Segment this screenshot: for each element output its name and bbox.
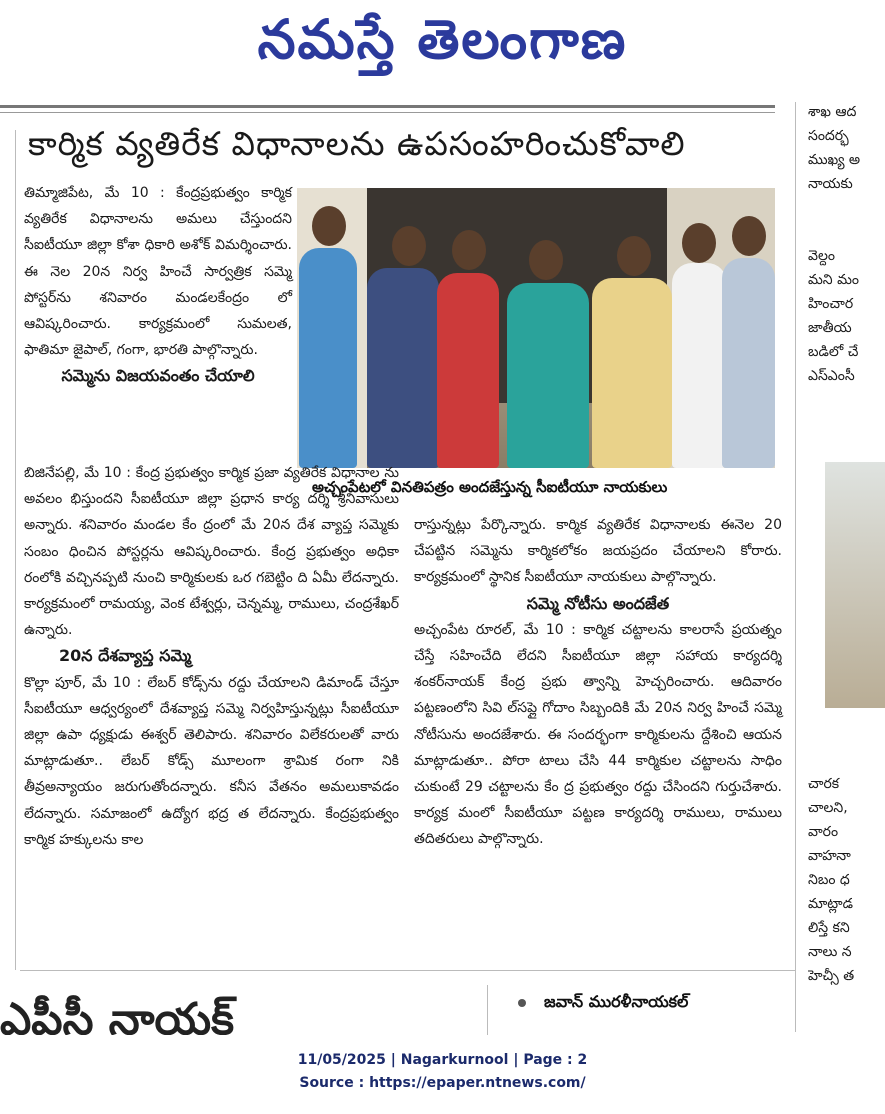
- subhead-1: సమ్మెను విజయవంతం చేయాలి: [61, 366, 255, 386]
- top-rule-thin: [0, 112, 775, 113]
- strip-line: [808, 724, 885, 748]
- strip-line: సందర్భ: [808, 128, 849, 144]
- left-column-divider: [15, 130, 16, 970]
- footer-date-page: 11/05/2025 | Nagarkurnool | Page : 2: [297, 1052, 588, 1068]
- strip-line: హెచ్సీ త: [808, 968, 855, 984]
- article-column-right: [414, 512, 782, 853]
- article-column-left-2: [24, 460, 399, 853]
- strip-line: నాయకు: [808, 176, 853, 192]
- strip-line: వాహనా: [808, 848, 851, 864]
- bottom-headline-fragment: [0, 990, 420, 1035]
- strip-line: లిస్తే కని: [808, 920, 850, 936]
- strip-line: [808, 748, 885, 772]
- column-divider: [795, 102, 796, 1032]
- top-rule: [0, 105, 775, 108]
- strip-line: [808, 412, 885, 436]
- strip-line: హించార: [808, 296, 854, 312]
- strip-line: మని మం: [808, 272, 859, 288]
- bottom-column-divider: [487, 985, 488, 1035]
- article-column-left: [24, 180, 292, 390]
- strip-line: [808, 196, 885, 220]
- masthead: [0, 0, 885, 92]
- strip-line: బడిలో చే: [808, 344, 859, 360]
- subhead-3: సమ్మె నోటీసు అందజేత: [526, 593, 670, 613]
- article-para-2: కొల్లా పూర్, మే 10 : లేబర్ కోడ్స్‌ను రద్దు చేయాలని డిమాండ్ చేస్తూ సీఐటీయూ ఆధ్వర్యంలో దేశవ్యాప్త సమ్మె నిర్వహిస్తున్నట్లు సీఐటీయూ జిల్లా ఉపా ధ్యక్షుడు ఈశ్వర్ తెలిపారు. శనివారం విలేకరులతో వారు మాట్లాడుతూ.. లేబర్ కోడ్స్ మూలంగా శ్రామిక రంగా నికి తీవ్రఅన్యాయం జరుగుతోందన్నారు. కనీస వేతనం అమలుకావడం లేదన్నారు. సమాజంలో ఉద్యోగ భద్ర త లేదన్నారు. కేంద్రప్రభుత్వం కార్మిక హక్కులను కాల: [24, 674, 399, 848]
- strip-line: ముఖ్య అ: [808, 152, 861, 168]
- strip-line: నిబం ధ: [808, 872, 850, 888]
- strip-line: చారక: [808, 776, 840, 792]
- newspaper-title: నమస్తే తెలంగాణ: [257, 7, 628, 71]
- article-right-para-0: రాస్తున్నట్లు పేర్కొన్నారు. కార్మిక వ్యతిరేక విధానాలకు ఈనెల 20 చేపట్టిన సమ్మెను కార్మికలోకం జయప్రదం చేయాలని కోరారు. కార్యక్రమంలో స్థానిక సీఐటీయూ నాయకులు పాల్గొన్నారు.: [414, 517, 782, 586]
- article-bottom-rule: [20, 970, 795, 971]
- bullet-dot-icon: [518, 999, 526, 1007]
- strip-line: మాట్లాడ: [808, 896, 853, 912]
- strip-line: [808, 436, 885, 460]
- footer: [0, 1035, 885, 1114]
- adjacent-article-photo: [825, 462, 885, 708]
- article-photo: [297, 188, 775, 468]
- bottom-bullet-text: జవాన్ మురళీనాయకల్: [544, 992, 689, 1011]
- strip-line: శాఖ ఆద: [808, 104, 857, 120]
- strip-line: నాలు న: [808, 944, 852, 960]
- photo-caption: అచ్చంపేటలో వినతిపత్రం అందజేస్తున్న సీఐటీయూ నాయకులు: [312, 478, 668, 496]
- article-right-para-1: అచ్చంపేట రూరల్, మే 10 : కార్మిక చట్టాలను కాలరాసే ప్రయత్నం చేస్తే సహించేది లేదని సీఐటీయూ జిల్లా సహాయ కార్యదర్శి శంకర్‌నాయక్ కేంద్ర ప్రభు త్వాన్ని హెచ్చరించారు. ఆదివారం పట్టణంలోని సివి ల్‌సప్లై గోదాం సిబ్బందికి మే 20న నిర్వ హించే సమ్మె నోటీసును అందజేశారు. ఈ సందర్భంగా కార్మికులను ద్దేశించి ఆయన మాట్లాడుతూ.. పోరా టాలు చేసి 44 కార్మికుల చట్టాలను సాధిం చుకుంటే 29 చట్టాలను కేం ద్ర ప్రభుత్వం రద్దు చేసిందని గుర్తుచేశారు. కార్యక్ర మంలో సీఐటీయూ పట్టణ కార్యదర్శి రాములు, రాములు తదితరులు పాల్గొన్నారు.: [414, 621, 782, 848]
- strip-line: ఎస్ఎంసీ: [808, 368, 855, 384]
- bottom-headline-text: ఎపీసీ నాయక్: [0, 994, 235, 1035]
- strip-line: [808, 220, 885, 244]
- article-headline: కార్మిక వ్యతిరేక విధానాలను ఉపసంహరించుకోవాలి: [28, 124, 686, 163]
- article-para-1: బిజినేపల్లి, మే 10 : కేంద్ర ప్రభుత్వం కార్మిక ప్రజా వ్యతిరేక విధానాల ను అవలం భిస్తుందని సీఐటీయూ జిల్లా ప్రధాన కార్య దర్శి శ్రీనివాసులు అన్నారు. శనివారం మండల కేం ద్రంలో మే 20న దేశ వ్యాప్త సమ్మెకు సంబం ధించిన పోస్టర్లను ఆవిష్కరించారు. కేంద్ర ప్రభుత్వం అధికా రంలోకి వచ్చినప్పటి నుంచి కార్మికులకు ఒర గబెట్టిం ది ఏమీ లేదన్నారు. కార్యక్రమంలో రామయ్య, వెంక టేశ్వర్లు, చెన్నమ్మ, రాములు, చంద్రశేఖర్ ఉన్నారు.: [24, 465, 399, 639]
- article-intro: తిమ్మాజిపేట, మే 10 : కేంద్రప్రభుత్వం కార్మిక వ్యతిరేక విధానాలను అమలు చేస్తుందని సీఐటీయూ జిల్లా కోశా ధికారి అశోక్ విమర్శించారు. ఈ నెల 20న నిర్వ హించే సార్వత్రిక సమ్మె పోస్టర్‌ను శనివారం మండలకేంద్రం లో ఆవిష్కరించారు. కార్యక్రమంలో సుమలత, ఫాతిమా జైపాల్, గంగా, భారతి పాల్గొన్నారు.: [24, 185, 292, 359]
- subhead-2: 20న దేశవ్యాప్త సమ్మె: [59, 646, 192, 666]
- strip-line: [808, 388, 885, 412]
- bottom-bullet-item: [518, 992, 688, 1015]
- strip-line: జాతీయ: [808, 320, 852, 336]
- strip-line: వారం: [808, 824, 839, 840]
- footer-source[interactable]: Source : https://epaper.ntnews.com/: [299, 1075, 586, 1091]
- strip-line: వెల్దం: [808, 248, 835, 264]
- strip-line: చాలని,: [808, 800, 848, 816]
